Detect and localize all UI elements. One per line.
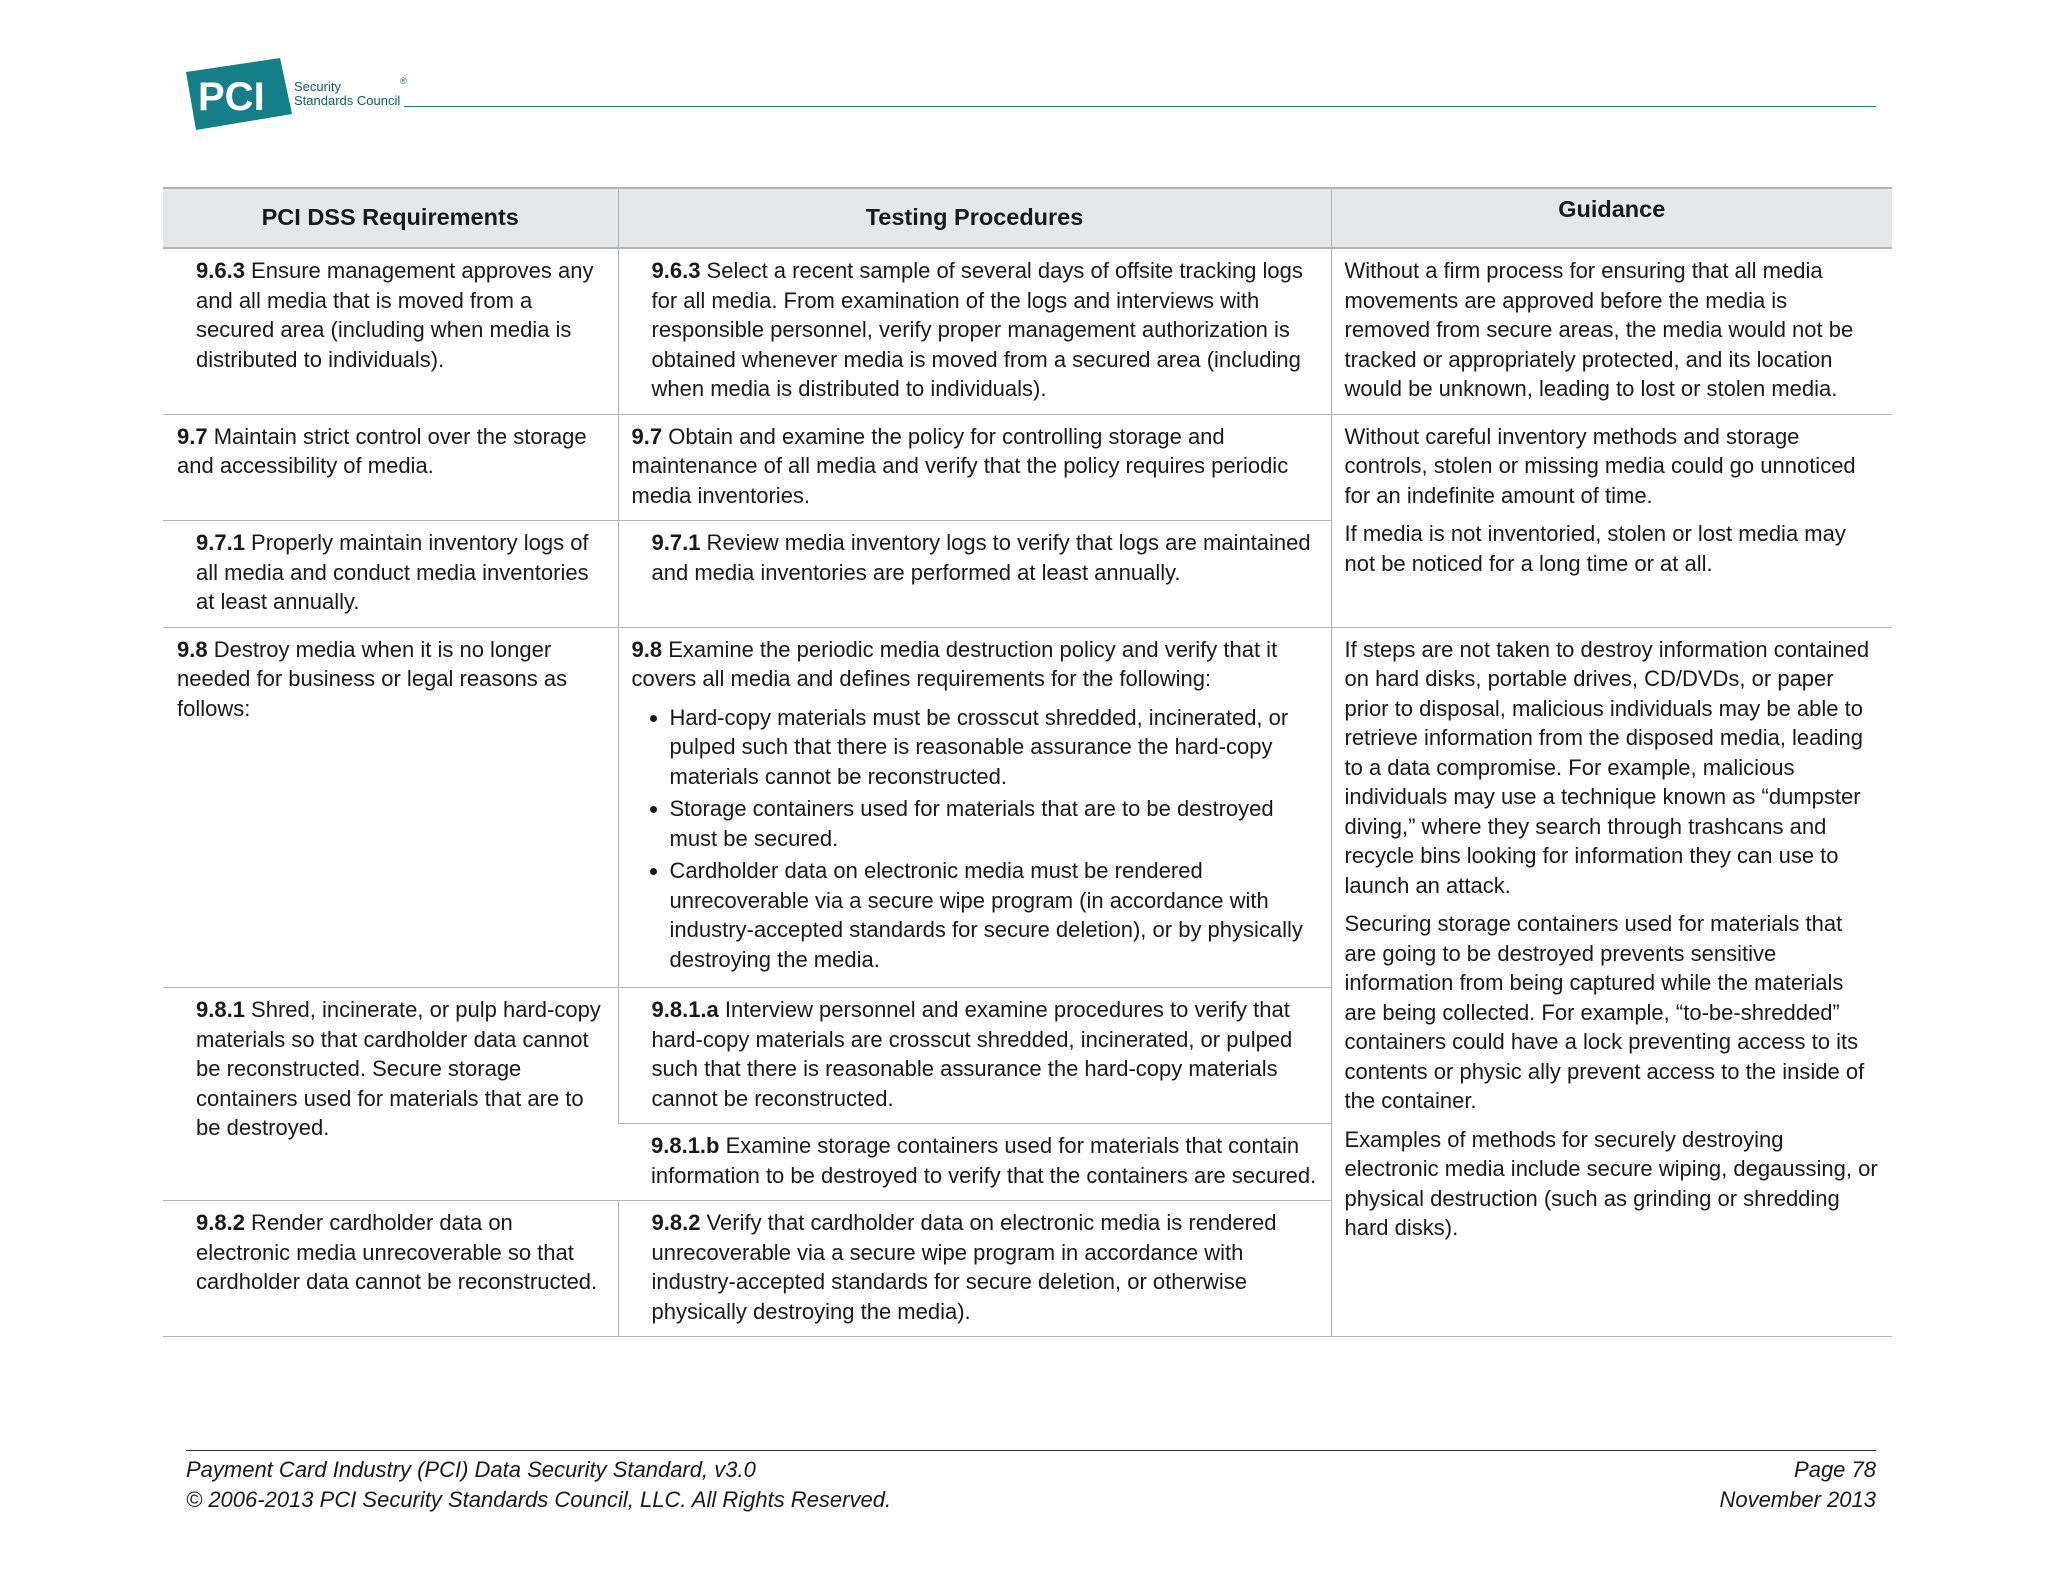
testing-procedure-cell: 9.7 Obtain and examine the policy for controlling storage and maintenance of all media and verify that the policy requires periodic media inventories.: [618, 414, 1331, 521]
requirement-cell: 9.8.2 Render cardholder data on electronic media unrecoverable so that cardholder data cannot be reconstructed.: [163, 1201, 618, 1337]
testing-procedure-cell: 9.8 Examine the periodic media destruction policy and verify that it covers all media and defines requirements for the following: • Hard-copy materials must be crosscut shredded, incinerated, or pulped such that there is reasonable assurance the hard-copy materials cannot be reconstructed. • Storage containers used for materials that are to be destroyed must be secured. • Cardholder data on electronic media must be rendered unrecoverable via a secure wipe program (in accordance with industry-accepted standards for secure deletion), or by physically destroying the media.: [618, 627, 1331, 988]
testing-procedure-cell: 9.8.1.a Interview personnel and examine procedures to verify that hard-copy materials are crosscut shredded, incinerated, or pulped such that there is reasonable assurance the hard-copy materials cannot be reconstructed.: [618, 988, 1331, 1124]
testing-procedure-cell: 9.6.3 Select a recent sample of several days of offsite tracking logs for all media. From examination of the logs and interviews with responsible personnel, verify proper management authorization is obtained whenever media is moved from a secured area (including when media is distributed to individuals).: [618, 248, 1331, 414]
requirement-cell: 9.8.1 Shred, incinerate, or pulp hard-copy materials so that cardholder data cannot be reconstructed. Secure storage containers used for materials that are to be destroyed.: [163, 988, 618, 1201]
guidance-paragraph: If media is not inventoried, stolen or lost media may not be noticed for a long time or at all.: [1344, 521, 1846, 576]
footer-rule: [186, 1450, 1876, 1451]
footer-page-number: Page 78: [1794, 1457, 1876, 1482]
requirements-list: [632, 703, 1317, 975]
guidance-paragraph: Securing storage containers used for materials that are going to be destroyed prevents sensitive information from being captured while the materials are being collected. For example, “to-be-shredded” containers could have a lock preventing access to its contents or physic ally prevent access to the inside of the container.: [1344, 911, 1865, 1113]
table-row-9-6-3: [163, 248, 1892, 414]
footer-date: November 2013: [1719, 1487, 1876, 1512]
logo-words-line-2: Standards Council: [294, 93, 401, 108]
guidance-paragraph: Without careful inventory methods and storage controls, stolen or missing media could go unnoticed for an indefinite amount of time.: [1344, 423, 1856, 508]
guidance-cell: Without a firm process for ensuring that all media movements are approved before the media is removed from secure areas, the media would not be tracked or appropriately protected, and its location would be unknown, leading to lost or stolen media.: [1331, 248, 1892, 414]
pci-logo-icon: [186, 58, 292, 130]
requirement-cell: 9.8 Destroy media when it is no longer needed for business or legal reasons as follows:: [163, 627, 618, 988]
footer-doc-title: Payment Card Industry (PCI) Data Security Standard, v3.0: [186, 1457, 756, 1482]
guidance-paragraph: If steps are not taken to destroy information contained on hard disks, portable drives, CD/DVDs, or paper prior to disposal, malicious individuals may be able to retrieve information from the disposed media, leading to a data compromise. For example, malicious individuals may use a technique known as “dumpster diving,” where they search through trashcans and recycle bins looking for information they can use to launch an attack.: [1344, 636, 1870, 898]
guidance-paragraph: Examples of methods for securely destroying electronic media include secure wiping, degaussing, or physical destruction (such as grinding or shredding hard disks).: [1344, 1126, 1878, 1240]
pci-logo: [186, 58, 426, 134]
requirement-cell: 9.7 Maintain strict control over the storage and accessibility of media.: [163, 414, 618, 521]
requirements-table: [163, 187, 1892, 1337]
requirement-cell: 9.7.1 Properly maintain inventory logs of all media and conduct media inventories at least annually.: [163, 521, 618, 628]
guidance-cell: [1331, 627, 1892, 1337]
footer-copyright: © 2006-2013 PCI Security Standards Council, LLC. All Rights Reserved.: [186, 1487, 892, 1512]
registered-mark: ®: [400, 76, 407, 86]
requirement-cell: 9.6.3 Ensure management approves any and all media that is moved from a secured area (including when media is distributed to individuals).: [163, 248, 618, 414]
column-header-testing-procedures: Testing Procedures: [618, 188, 1331, 248]
guidance-cell: [1331, 414, 1892, 627]
logo-text: PCI: [198, 75, 265, 119]
column-header-requirements: PCI DSS Requirements: [163, 188, 618, 248]
list-item: • Storage containers used for materials that are to be destroyed must be secured.: [670, 794, 1317, 853]
testing-procedure-cell: 9.8.1.b Examine storage containers used for materials that contain information to be destroyed to verify that the containers are secured.: [618, 1124, 1331, 1201]
list-item: • Hard-copy materials must be crosscut shredded, incinerated, or pulped such that there is reasonable assurance the hard-copy materials cannot be reconstructed.: [670, 703, 1317, 792]
logo-words: [294, 80, 400, 108]
logo-words-line-1: Security: [294, 79, 341, 94]
table-row-9-8: [163, 627, 1892, 988]
column-header-guidance: Guidance: [1331, 188, 1892, 248]
testing-procedure-cell: 9.8.2 Verify that cardholder data on electronic media is rendered unrecoverable via a secure wipe program in accordance with industry-accepted standards for secure deletion, or otherwise physically destroying the media).: [618, 1201, 1331, 1337]
testing-procedure-cell: 9.7.1 Review media inventory logs to verify that logs are maintained and media inventories are performed at least annually.: [618, 521, 1331, 628]
header-rule: [404, 106, 1876, 107]
table-header-row: [163, 188, 1892, 248]
table-row-9-7: [163, 414, 1892, 521]
list-item: • Cardholder data on electronic media must be rendered unrecoverable via a secure wipe program (in accordance with industry-accepted standards for secure deletion), or by physically destroying the media.: [670, 856, 1317, 974]
